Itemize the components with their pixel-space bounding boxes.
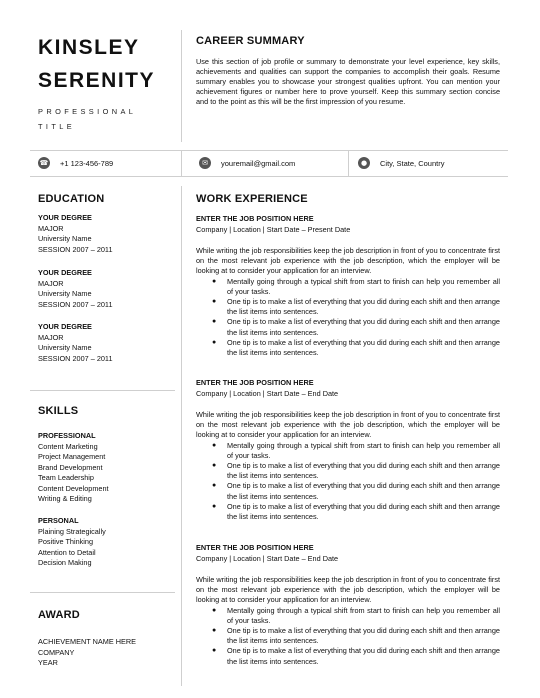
bullet-icon: ● — [212, 318, 217, 326]
phone-text: +1 123-456-789 — [60, 158, 114, 168]
bullet-icon: ● — [212, 441, 217, 449]
job-bullet — [212, 481, 500, 501]
header-divider — [181, 30, 182, 142]
skill-item: Plaining Strategically — [38, 526, 106, 536]
job-meta: Company | Location | Start Date – End Date — [196, 388, 339, 398]
phone-icon: ☎ — [39, 159, 49, 167]
contact-phone — [38, 157, 113, 169]
skills-professional-heading: PROFESSIONAL — [38, 431, 96, 440]
job-bullet — [212, 626, 500, 646]
bullet-icon: ● — [212, 647, 217, 655]
job-position: ENTER THE JOB POSITION HERE — [196, 378, 314, 387]
skills-professional — [38, 431, 168, 505]
work-experience-title: WORK EXPERIENCE — [196, 193, 308, 205]
contact-divider-1 — [181, 150, 182, 176]
job-bullet-text: One tip is to make a list of everything that you did during each shift and then arrange the list items into sentences. — [227, 461, 500, 481]
session: SESSION 2007 – 2011 — [38, 353, 113, 363]
career-summary-title: CAREER SUMMARY — [196, 35, 305, 47]
bullet-icon: ● — [212, 462, 217, 470]
contact-divider-2 — [348, 150, 349, 176]
job-entry — [196, 378, 500, 522]
job-bullet-text: One tip is to make a list of everything that you did during each shift and then arrange the list items into sentences. — [227, 481, 500, 501]
job-description: While writing the job responsibilities keep the job description in front of you to concentrate first on the most relevant job experience with the job description, which the employer will be looking at to consider your application for an interview. — [196, 410, 500, 440]
skill-item: Content Marketing — [38, 441, 98, 451]
last-name: SERENITY — [38, 69, 156, 92]
skill-item: Attention to Detail — [38, 547, 96, 557]
email-icon: ✉ — [199, 157, 211, 169]
job-bullet-text: One tip is to make a list of everything that you did during each shift and then arrange the list items into sentences. — [227, 297, 500, 317]
education-item — [38, 322, 168, 364]
session: SESSION 2007 – 2011 — [38, 299, 113, 309]
job-bullet-text: Mentally going through a typical shift from start to finish can help you remember all of your tasks. — [227, 605, 500, 625]
award-company: COMPANY — [38, 647, 75, 657]
award-title: AWARD — [38, 609, 80, 621]
skills-personal-heading: PERSONAL — [38, 516, 79, 525]
job-bullets — [196, 277, 500, 359]
bullet-icon: ● — [212, 338, 217, 346]
location-pin-icon: ● — [358, 157, 370, 169]
location-text: City, State, Country — [380, 158, 445, 168]
job-meta: Company | Location | Start Date – End Date — [196, 553, 339, 563]
job-bullet-text: One tip is to make a list of everything that you did during each shift and then arrange the list items into sentences. — [227, 626, 500, 646]
job-description: While writing the job responsibilities keep the job description in front of you to concentrate first on the most relevant job experience with the job description, which the employer will be looking at to consider your application for an interview. — [196, 575, 500, 605]
body-divider — [181, 186, 182, 686]
professional-title: PROFESSIONAL TITLE — [38, 107, 137, 131]
first-name: KINSLEY — [38, 36, 140, 59]
university: University Name — [38, 289, 92, 298]
job-bullet — [212, 501, 500, 522]
award-details — [38, 637, 168, 669]
education-skills-rule — [30, 390, 175, 391]
major: MAJOR — [38, 223, 64, 233]
job-bullet — [212, 440, 500, 461]
contact-location — [358, 157, 444, 169]
skill-item: Content Development — [38, 483, 109, 493]
contact-bottom-rule — [30, 176, 508, 177]
skill-item: Brand Development — [38, 462, 103, 472]
job-bullets — [196, 606, 500, 667]
job-bullet-text: One tip is to make a list of everything that you did during each shift and then arrange the list items into sentences. — [227, 646, 500, 666]
career-summary-text: Use this section of job profile or summary to demonstrate your level experience, key skills, achievements and qualities can support the companies to accomplish their goals. Resume summary enables you to showcase your strongest qualities upfront. You can mention your achievement figures or number here to prove yourself. Keep this summary section concise and to the point as this will be the first impression of you resume. — [196, 57, 500, 106]
degree: YOUR DEGREE — [38, 213, 92, 222]
bullet-icon: ● — [212, 502, 217, 510]
major: MAJOR — [38, 278, 64, 288]
skill-item: Positive Thinking — [38, 537, 94, 546]
contact-email — [199, 157, 295, 169]
skill-item: Project Management — [38, 452, 106, 461]
bullet-icon: ● — [212, 298, 217, 306]
job-bullet — [212, 317, 500, 337]
award-year: YEAR — [38, 658, 58, 667]
bullet-icon: ● — [212, 627, 217, 635]
degree: YOUR DEGREE — [38, 322, 92, 331]
job-position: ENTER THE JOB POSITION HERE — [196, 214, 314, 223]
job-bullet — [212, 276, 500, 297]
job-entry — [196, 214, 500, 358]
education-item — [38, 268, 168, 310]
job-bullet-text: One tip is to make a list of everything that you did during each shift and then arrange the list items into sentences. — [227, 501, 500, 522]
skill-item: Writing & Editing — [38, 494, 92, 503]
job-bullet-text: Mentally going through a typical shift from start to finish can help you remember all of your tasks. — [227, 276, 500, 296]
job-description: While writing the job responsibilities keep the job description in front of you to concentrate first on the most relevant job experience with the job description, which the employer will be looking at to consider your application for an interview. — [196, 246, 500, 276]
contact-top-rule — [30, 150, 508, 151]
education-item — [38, 213, 168, 255]
bullet-icon: ● — [212, 606, 217, 614]
award-name: ACHIEVEMENT NAME HERE — [38, 637, 136, 646]
skill-item: Decision Making — [38, 558, 92, 567]
email-text: youremail@gmail.com — [221, 158, 296, 168]
job-bullet — [212, 646, 500, 666]
job-bullets — [196, 441, 500, 523]
session: SESSION 2007 – 2011 — [38, 244, 113, 254]
job-meta: Company | Location | Start Date – Present Date — [196, 224, 351, 234]
job-bullet-text: Mentally going through a typical shift from start to finish can help you remember all of your tasks. — [227, 440, 500, 460]
job-bullet-text: One tip is to make a list of everything that you did during each shift and then arrange the list items into sentences. — [227, 317, 500, 337]
skills-personal — [38, 516, 168, 569]
education-title: EDUCATION — [38, 193, 105, 205]
bullet-icon: ● — [212, 277, 217, 285]
job-position: ENTER THE JOB POSITION HERE — [196, 543, 314, 552]
bullet-icon: ● — [212, 482, 217, 490]
university: University Name — [38, 234, 92, 243]
job-bullet — [212, 297, 500, 317]
skills-award-rule — [30, 592, 175, 593]
degree: YOUR DEGREE — [38, 268, 92, 277]
job-bullet — [212, 605, 500, 626]
skills-title: SKILLS — [38, 405, 79, 417]
job-entry — [196, 543, 500, 667]
job-bullet — [212, 461, 500, 481]
skill-item: Team Leadership — [38, 473, 94, 482]
job-bullet-text: One tip is to make a list of everything that you did during each shift and then arrange the list items into sentences. — [227, 337, 500, 358]
major: MAJOR — [38, 332, 64, 342]
university: University Name — [38, 343, 92, 352]
job-bullet — [212, 337, 500, 358]
